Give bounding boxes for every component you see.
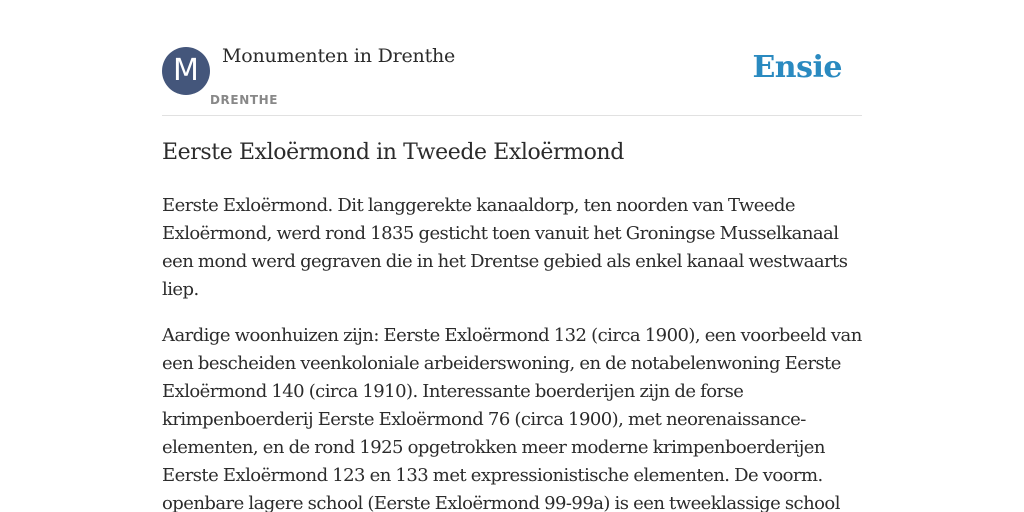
- avatar[interactable]: M: [162, 47, 210, 95]
- header: [162, 0, 862, 116]
- paragraph: Aardige woonhuizen zijn: Eerste Exloërmond 132 (circa 1900), een voorbeeld van een bescheiden veenkoloniale arbeiderswoning, en de notabelenwoning Eerste Exloërmond 140 (circa 1910). Interessante boerderijen zijn de forse krimpenboerderij Eerste Exloërmond 76 (circa 1900), met neorenaissance-elementen, en de rond 1925 opgetrokken meer moderne krimpenboerderijen Eerste Exloërmond 123 en 133 met expressionistische elementen. De voorm. openbare lagere school (Eerste Exloërmond 99-99a) is een tweeklassige school: [162, 325, 862, 512]
- article-title: Eerste Exloërmond in Tweede Exloërmond: [162, 140, 624, 165]
- category-link[interactable]: DRENTHE: [210, 93, 279, 107]
- brand-logo[interactable]: Ensie: [752, 50, 842, 85]
- article-body: [162, 192, 862, 512]
- paragraph: Eerste Exloërmond. Dit langgerekte kanaaldorp, ten noorden van Tweede Exloërmond, werd rond 1835 gesticht toen vanuit het Groningse Musselkanaal een mond werd gegraven die in het Drentse gebied als enkel kanaal westwaarts liep.: [162, 195, 848, 300]
- site-title[interactable]: Monumenten in Drenthe: [222, 45, 456, 67]
